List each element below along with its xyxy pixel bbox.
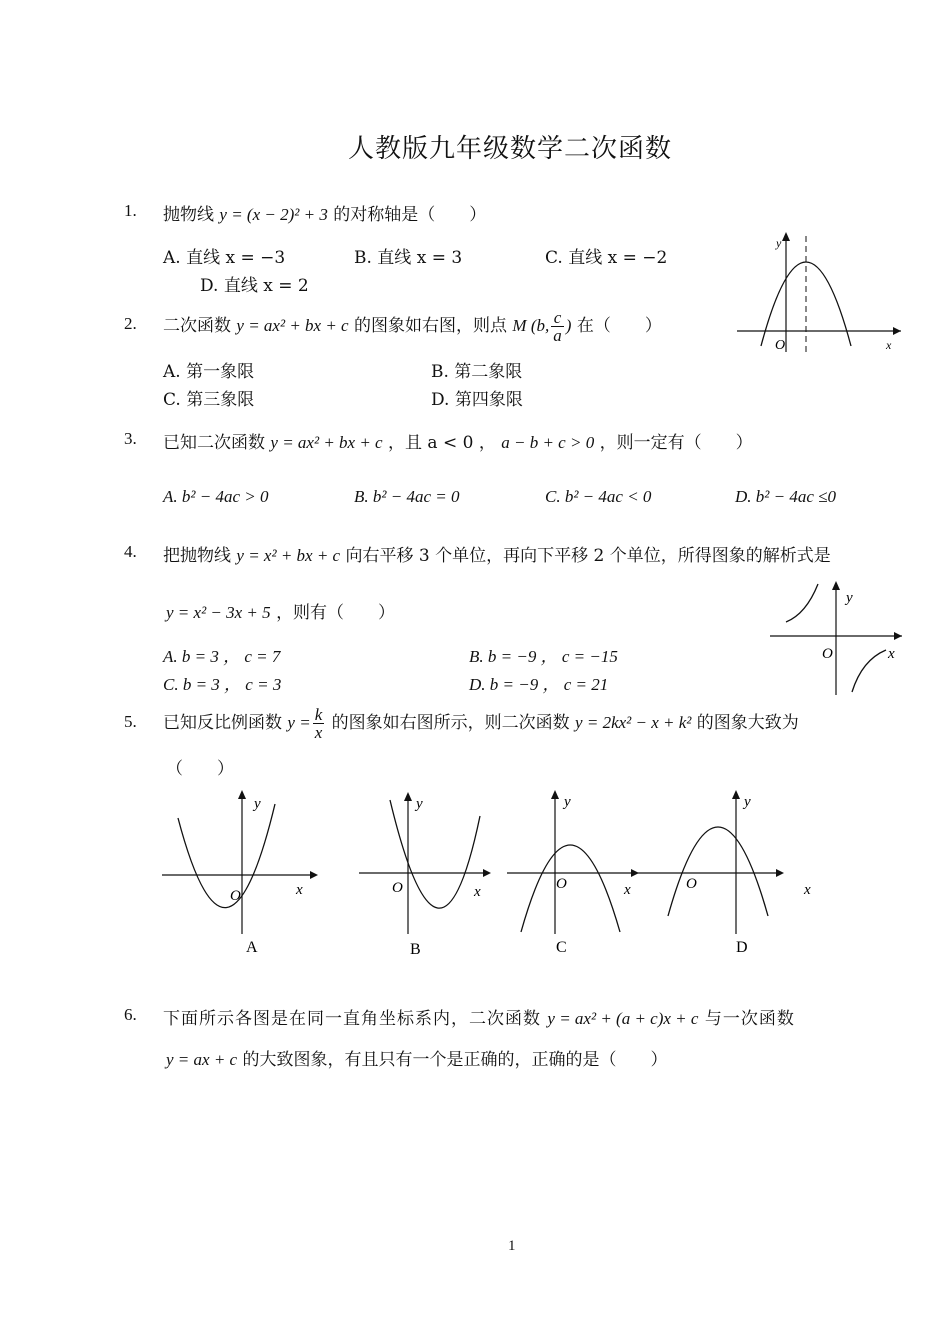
- question-mid: 的图象如右图所示，则二次函数: [331, 713, 570, 733]
- question-prefix: 下面所示各图是在同一直角坐标系内，二次函数: [163, 1009, 541, 1029]
- option-d: D. b² − 4ac ≤0: [735, 487, 836, 506]
- formula: y = ax² + bx + c: [236, 316, 349, 335]
- question-suffix: 的大致图象，有且只有一个是正确的，正确的是（ ）: [242, 1050, 668, 1070]
- graph-caption: D: [736, 939, 748, 956]
- question-text: [163, 200, 486, 225]
- y-axis-arrow: [404, 792, 412, 801]
- question-text: [163, 699, 799, 747]
- origin-label: O: [392, 880, 403, 896]
- y-label: y: [254, 796, 261, 812]
- y-axis-arrow: [551, 790, 559, 799]
- formula: y = ax² + (a + c)x + c: [547, 1009, 699, 1028]
- question-text: [163, 304, 662, 348]
- question-prefix: 已知反比例函数: [163, 713, 282, 733]
- graph-caption: B: [410, 941, 421, 958]
- question-prefix: 已知二次函数: [163, 433, 265, 453]
- question-number: 1.: [124, 201, 137, 220]
- question-prefix: 抛物线: [163, 205, 214, 225]
- origin-label: O: [775, 338, 786, 353]
- q5-option-graphs: [158, 786, 818, 966]
- formula: y = ax² + bx + c: [270, 433, 383, 452]
- y-axis-arrow: [832, 581, 840, 590]
- condition-1: ，且 a < 0 ，: [388, 433, 496, 453]
- formula: y = 2kx² − x + k²: [575, 713, 692, 732]
- x-axis-arrow: [776, 869, 784, 877]
- y-axis-arrow: [732, 790, 740, 799]
- option-c: C. b² − 4ac < 0: [545, 487, 652, 506]
- graph-c: [507, 790, 639, 956]
- option-a: A. b = 3 ， c = 7: [163, 647, 281, 666]
- parabola-curve: [178, 804, 275, 908]
- graph-caption: C: [556, 939, 567, 956]
- origin-label: O: [556, 876, 567, 892]
- page-number: 1: [508, 1238, 516, 1254]
- x-label: x: [886, 338, 892, 352]
- question-text: [163, 428, 753, 453]
- fraction-numerator: c: [551, 309, 564, 327]
- option-b: B. 直线 x = 3: [354, 248, 463, 268]
- question-number: 3.: [124, 429, 137, 448]
- graph-a: [162, 790, 318, 956]
- question-suffix: ，则一定有（ ）: [599, 433, 753, 453]
- parabola-curve: [668, 827, 768, 916]
- y-label: y: [744, 794, 751, 810]
- question-mid: 与一次函数: [704, 1009, 795, 1029]
- question-suffix: ，则有（ ）: [276, 603, 396, 623]
- question-number: 2.: [124, 314, 137, 333]
- y-axis-arrow: [238, 790, 246, 799]
- question-suffix: 向右平移 3 个单位，再向下平移 2 个单位，所得图象的解析式是: [345, 546, 831, 566]
- fraction-numerator: k: [314, 705, 323, 724]
- parabola-curve: [390, 800, 480, 908]
- option-d: D. b = −9 ， c = 21: [469, 675, 609, 694]
- origin-label: O: [686, 876, 697, 892]
- fraction: [313, 706, 325, 741]
- question-text: [163, 1004, 795, 1029]
- x-label: x: [474, 884, 481, 900]
- condition-2: a − b + c > 0: [501, 433, 595, 452]
- x-axis-arrow: [893, 327, 901, 335]
- fraction-denominator: a: [553, 326, 562, 345]
- y-label: y: [846, 590, 853, 606]
- x-label: x: [624, 882, 631, 898]
- q2-parabola-graph: [733, 228, 908, 356]
- x-axis-arrow: [894, 632, 902, 640]
- question-prefix: 二次函数: [163, 316, 231, 336]
- parabola-curve: [521, 845, 620, 932]
- hyperbola-branch-upper-left: [786, 584, 818, 622]
- question-suffix: 的图象大致为: [696, 713, 799, 733]
- option-b: B. 第二象限: [431, 362, 523, 382]
- question-text: [163, 541, 831, 566]
- question-prefix: 把抛物线: [163, 546, 231, 566]
- question-suffix: 的对称轴是（ ）: [333, 205, 487, 225]
- hyperbola-branch-lower-right: [852, 650, 886, 692]
- question-text-line2: [166, 598, 395, 623]
- formula: y = (x − 2)² + 3: [219, 205, 328, 224]
- x-label: x: [888, 646, 895, 662]
- x-axis-arrow: [310, 871, 318, 879]
- formula: y = ax + c: [166, 1050, 238, 1069]
- question-mid: 的图象如右图，则点: [354, 316, 508, 336]
- graph-b: [359, 792, 491, 958]
- formula-lhs: y =: [287, 713, 311, 732]
- x-label: x: [804, 882, 811, 898]
- graph-d: [636, 790, 811, 956]
- y-label: y: [564, 794, 571, 810]
- option-d: D. 第四象限: [431, 390, 523, 410]
- origin-label: O: [822, 646, 833, 662]
- question-suffix: 在（ ）: [576, 316, 662, 336]
- page-title: 人教版九年级数学二次函数: [348, 134, 673, 164]
- formula: y = x² + bx + c: [236, 546, 341, 565]
- option-c: C. 第三象限: [163, 390, 255, 410]
- option-b: B. b = −9 ， c = −15: [469, 647, 618, 666]
- point-m: M (b,: [512, 316, 550, 335]
- y-label: y: [776, 236, 782, 250]
- option-c: C. 直线 x = −2: [545, 248, 668, 268]
- option-a: A. b² − 4ac > 0: [163, 487, 269, 506]
- option-a: A. 第一象限: [163, 362, 255, 382]
- hyperbola-graph: [766, 578, 906, 698]
- x-axis-arrow: [483, 869, 491, 877]
- option-b: B. b² − 4ac = 0: [354, 487, 460, 506]
- question-number: 5.: [124, 712, 137, 731]
- parabola-curve: [761, 262, 851, 346]
- question-number: 6.: [124, 1005, 137, 1024]
- y-label: y: [416, 796, 423, 812]
- graph-caption: A: [246, 939, 258, 956]
- x-label: x: [296, 882, 303, 898]
- option-a: A. 直线 x = −3: [163, 248, 286, 268]
- question-number: 4.: [124, 542, 137, 561]
- y-axis-arrow: [782, 232, 790, 241]
- answer-paren: （ ）: [166, 759, 234, 779]
- option-c: C. b = 3 ， c = 3: [163, 675, 282, 694]
- question-text-line2: [166, 1045, 668, 1070]
- option-d: D. 直线 x = 2: [200, 276, 309, 296]
- origin-label: O: [230, 888, 241, 904]
- fraction: [551, 309, 564, 344]
- point-close: ): [565, 316, 572, 335]
- fraction-denominator: x: [314, 723, 323, 742]
- formula: y = x² − 3x + 5: [166, 603, 271, 622]
